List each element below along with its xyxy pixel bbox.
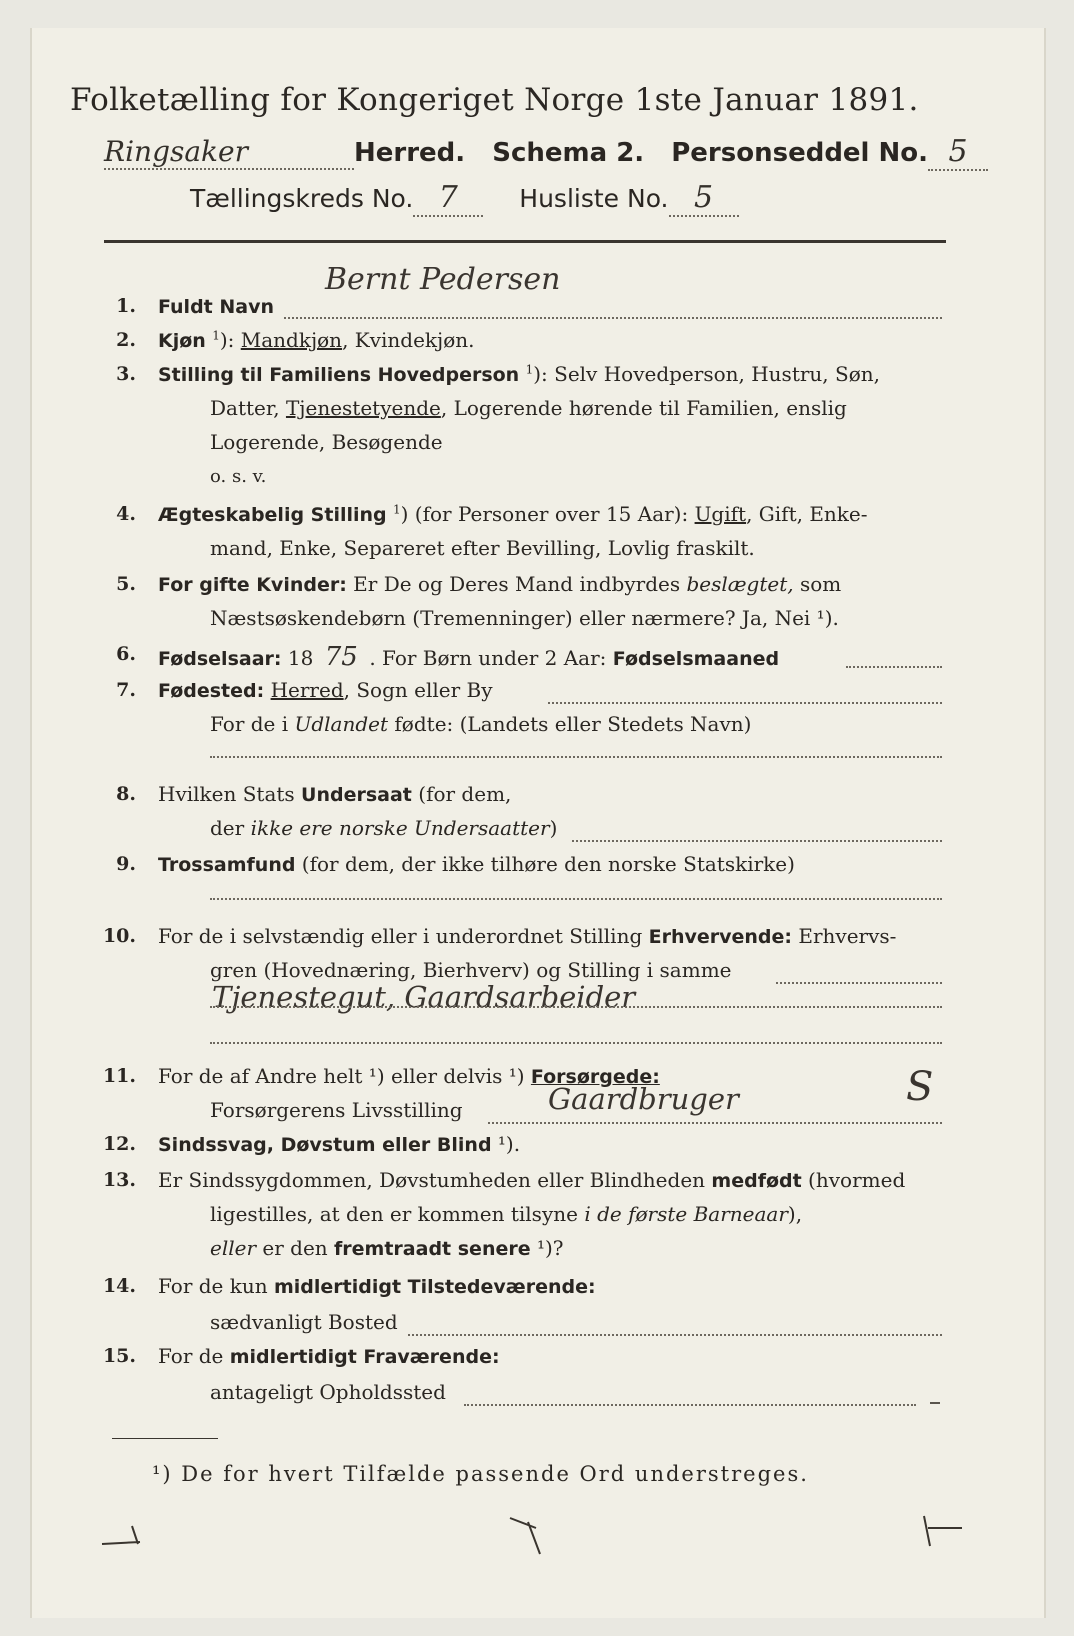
q14-label: midlertidigt Tilstedeværende:: [273, 1276, 596, 1298]
q5-beslaegtet: beslægtet,: [686, 572, 794, 596]
q6-born-under-2: For Børn under 2 Aar:: [382, 646, 607, 670]
q10-condition: For de i selvstændig eller i underordnet Stilling: [158, 924, 649, 948]
q8-line2: [210, 816, 557, 840]
q4-sup: 1: [392, 502, 401, 517]
q9-label: Trossamfund: [158, 854, 296, 876]
q1-line: [158, 294, 274, 318]
q5-line2: Næstsøskendebørn (Tremenninger) eller nærmere? Ja, Nei ¹).: [210, 606, 839, 630]
q10-dotted-line-2: [210, 1006, 942, 1008]
q12-line: [158, 1132, 520, 1156]
kreds-no: 7: [413, 180, 483, 217]
header-rule: [104, 240, 946, 243]
form-title: Folketælling for Kongeriget Norge 1ste Januar 1891.: [70, 82, 919, 118]
q7-number: 7.: [116, 679, 136, 701]
q7-udlandet: Udlandet: [294, 712, 389, 736]
kreds-line: [190, 180, 739, 217]
husliste-no: 5: [669, 180, 739, 217]
q10-erhvervs: Erhvervs-: [792, 924, 897, 948]
herred-label: Herred.: [354, 138, 466, 168]
q2-sup: 1: [212, 328, 220, 343]
q9-number: 9.: [116, 853, 136, 875]
q7-for-de-i: For de i: [210, 712, 295, 736]
q7-herred: Herred: [270, 678, 344, 702]
q13-fremtraadt: fremtraadt senere: [334, 1238, 531, 1260]
q5-line1: [158, 572, 841, 596]
q7-dotted-line-2: [210, 756, 942, 758]
q14-line2: sædvanligt Bosted: [210, 1310, 398, 1334]
q7-dotted-line: [548, 702, 942, 704]
q7-line2: [210, 712, 751, 736]
q10-line2: gren (Hovednæring, Bierhverv) og Stilling i samme: [210, 958, 732, 982]
q10-label: Erhvervende:: [648, 926, 793, 948]
q13-barneaar: i de første Barneaar: [584, 1202, 788, 1226]
q3-number: 3.: [116, 363, 136, 385]
q13-label: medfødt: [711, 1170, 802, 1192]
footnote-rule: [112, 1438, 218, 1439]
q13-eller: eller: [210, 1236, 257, 1260]
q5-label: For gifte Kvinder:: [158, 574, 347, 596]
q11-label: Forsørgede:: [530, 1066, 660, 1088]
q1-name-handwritten: Bernt Pedersen: [325, 262, 561, 297]
q9-condition: (for dem, der ikke tilhøre den norske Statskirke): [295, 852, 795, 876]
q6-dotted-line: [846, 666, 942, 668]
q13-ligestilles: ligestilles, at den er kommen tilsyne: [210, 1202, 585, 1226]
q12-sup: ¹).: [491, 1132, 521, 1156]
corner-mark-left-icon: [100, 1520, 150, 1550]
herred-handwritten: Ringsaker: [104, 135, 354, 170]
q15-end-dash: [930, 1402, 940, 1404]
q5-number: 5.: [116, 573, 136, 595]
q6-fodselsmaaned: Fødselsmaaned: [612, 648, 780, 670]
q13-question: Er Sindssygdommen, Døvstumheden eller Blindheden: [158, 1168, 712, 1192]
q8-dotted-line: [572, 840, 942, 842]
q9-dotted-line: [210, 898, 942, 900]
q15-label: midlertidigt Fraværende:: [229, 1346, 500, 1368]
q8-hvilken-stats: Hvilken Stats: [158, 782, 302, 806]
q4-condition: ) (for Personer over 15 Aar):: [400, 502, 695, 526]
q14-dotted-line: [408, 1334, 942, 1336]
q13-line3: [210, 1236, 564, 1260]
q3-logerende: , Logerende hørende til Familien, enslig: [440, 396, 847, 420]
q4-ugift: Ugift: [694, 502, 747, 526]
q3-tjenestetyende: Tjenestetyende: [285, 396, 441, 420]
q12-label: Sindssvag, Døvstum eller Blind: [158, 1134, 492, 1156]
q11-mark-handwritten: S: [906, 1064, 934, 1110]
q2-label: Kjøn: [158, 330, 206, 352]
q13-line1: [158, 1168, 905, 1192]
q10-occupation-handwritten: Tjenestegut, Gaardsarbeider: [212, 980, 636, 1014]
schema-label: Schema 2.: [492, 138, 645, 168]
herred-line: [104, 134, 988, 171]
corner-mark-right-icon: [918, 1512, 968, 1552]
q15-number: 15.: [102, 1345, 136, 1367]
q3-line2: [210, 396, 847, 420]
q4-options: , Gift, Enke-: [746, 502, 868, 526]
q14-for-de-kun: For de kun: [158, 1274, 274, 1298]
q3-options: ): Selv Hovedperson, Hustru, Søn,: [533, 362, 880, 386]
q2-line: Kjøn $^1$): Mandkjøn, Kvindekjøn.: [158, 328, 475, 352]
q5-som: som: [793, 572, 842, 596]
q4-number: 4.: [116, 503, 136, 525]
q7-landets: fødte: (Landets eller Stedets Navn): [388, 712, 752, 736]
q6-label: Fødselsaar:: [158, 648, 282, 670]
q6-century: 18: [281, 646, 314, 670]
q8-number: 8.: [116, 783, 136, 805]
q1-number: 1.: [116, 295, 136, 317]
corner-mark-center-icon: [506, 1514, 556, 1558]
q7-label: Fødested:: [158, 680, 265, 702]
q10-line1: [158, 924, 896, 948]
q13-line2: [210, 1202, 802, 1226]
footnote: ¹) De for hvert Tilfælde passende Ord understreges.: [152, 1462, 809, 1486]
q15-dotted-line: [464, 1404, 916, 1406]
q2-option-mandkjon: Mandkjøn: [240, 328, 343, 352]
q1-dotted-line: [284, 317, 942, 319]
q14-number: 14.: [102, 1275, 136, 1297]
q10-number: 10.: [102, 925, 136, 947]
q8-ikke-norske: ikke ere norske Undersaatter: [250, 816, 550, 840]
q6-number: 6.: [116, 643, 136, 665]
q11-number: 11.: [102, 1065, 136, 1087]
q7-options: , Sogn eller By: [343, 678, 493, 702]
q11-provider-handwritten: Gaardbruger: [548, 1082, 739, 1116]
q13-hvormed: (hvormed: [801, 1168, 906, 1192]
q5-question: Er De og Deres Mand indbyrdes: [346, 572, 687, 596]
kreds-label: Tællingskreds No.: [190, 184, 414, 213]
q13-number: 13.: [102, 1169, 136, 1191]
q2-option-kvindekjon: , Kvindekjøn.: [342, 328, 475, 352]
q10-dotted-line: [776, 982, 942, 984]
q3-line1: [158, 362, 880, 386]
q1-label: Fuldt Navn: [158, 296, 275, 318]
personseddel-no: 5: [928, 134, 988, 171]
q3-sup: 1: [525, 362, 534, 377]
personseddel-label: Personseddel No.: [671, 138, 929, 168]
q4-line1: [158, 502, 868, 526]
q6-year-handwritten: 75: [324, 642, 358, 672]
q4-line2: mand, Enke, Separeret efter Bevilling, Lovlig fraskilt.: [210, 536, 755, 560]
q6-line: Fødselsaar: 18 75 . For Børn under 2 Aar: Fødselsmaaned: [158, 642, 780, 672]
q3-line4: o. s. v.: [210, 466, 267, 487]
q14-line1: [158, 1274, 596, 1298]
q9-line: [158, 852, 795, 876]
q8-line1: [158, 782, 511, 806]
q13-er-den: er den: [256, 1236, 335, 1260]
q15-line2: antageligt Opholdssted: [210, 1380, 446, 1404]
q3-label: Stilling til Familiens Hovedperson: [158, 364, 520, 386]
q8-label: Undersaat: [301, 784, 412, 806]
q2-number: 2.: [116, 329, 136, 351]
q4-label: Ægteskabelig Stilling: [158, 504, 387, 526]
q11-condition: For de af Andre helt ¹) eller delvis ¹): [158, 1064, 531, 1088]
q13-sup: ¹)?: [530, 1236, 564, 1260]
q11-dotted-line: [488, 1122, 942, 1124]
q8-for-dem: (for dem,: [411, 782, 512, 806]
q12-number: 12.: [102, 1133, 136, 1155]
q3-datter: Datter,: [210, 396, 286, 420]
q13-close: ),: [787, 1202, 803, 1226]
q15-for-de: For de: [158, 1344, 230, 1368]
q15-line1: [158, 1344, 500, 1368]
q7-line1: [158, 678, 493, 702]
q8-close: ): [549, 816, 558, 840]
q11-line2: Forsørgerens Livsstilling: [210, 1098, 463, 1122]
husliste-label: Husliste No.: [519, 184, 669, 213]
q8-der: der: [210, 816, 251, 840]
q3-line3: Logerende, Besøgende: [210, 430, 443, 454]
q10-dotted-line-3: [210, 1042, 942, 1044]
